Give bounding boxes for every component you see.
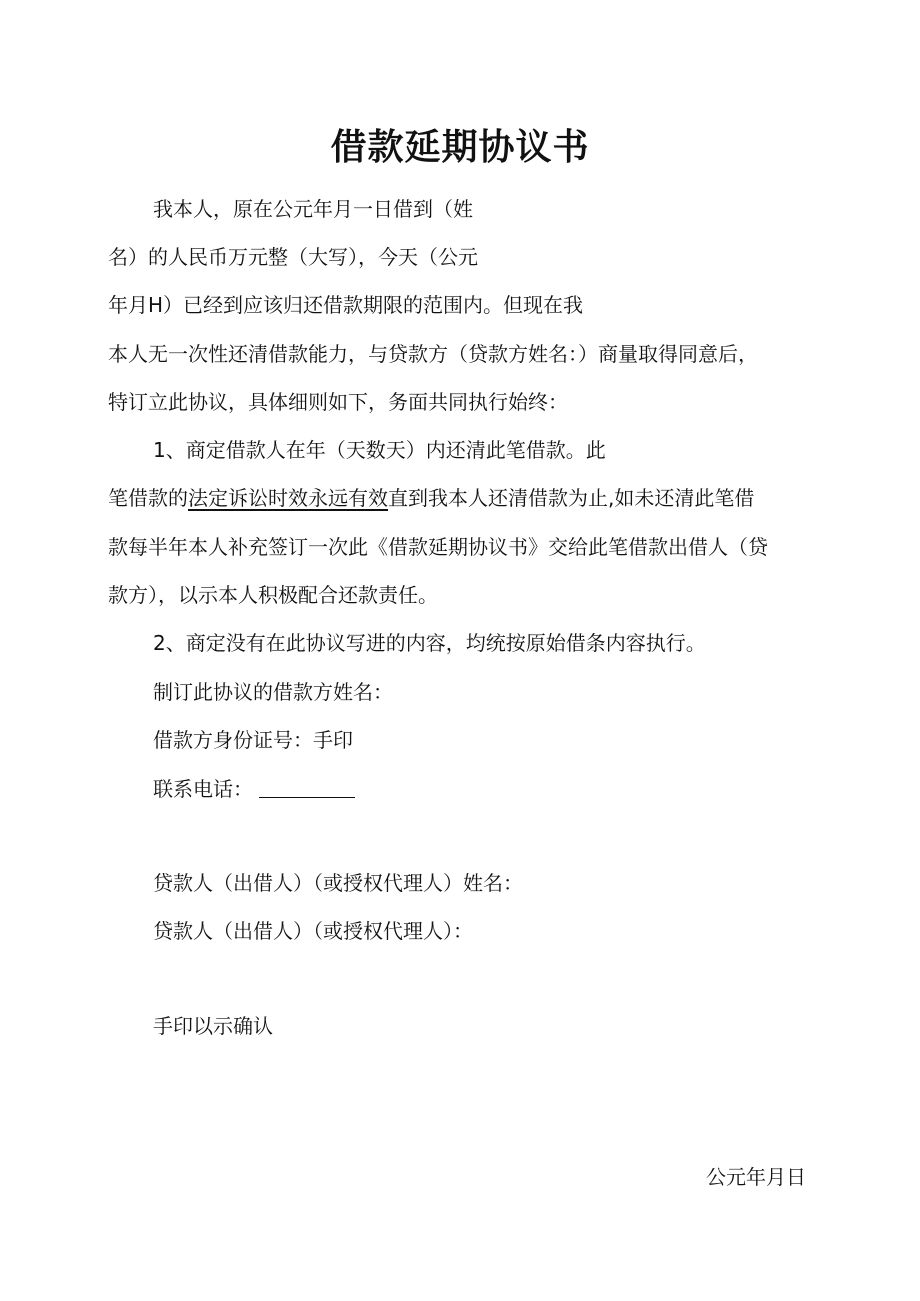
clause2-line: 2、商定没有在此协议写进的内容，均统按原始借条内容执行。 bbox=[153, 631, 706, 655]
borrower-name-label: 制订此协议的借款方姓名： bbox=[153, 680, 393, 704]
phone-blank-line bbox=[259, 777, 355, 798]
borrower-phone-label: 联系电话： bbox=[153, 777, 253, 801]
signature-date: 公元年月日 bbox=[706, 1165, 806, 1189]
paragraph1-line5: 特订立此协议，具体细则如下，务面共同执行始终： bbox=[108, 390, 568, 414]
paragraph1-line4: 本人无一次性还清借款能力，与贷款方（贷款方姓名：）商量取得同意后， bbox=[108, 342, 758, 366]
fingerprint-confirm-label: 手印以示确认 bbox=[153, 1014, 273, 1038]
clause1-line2-suffix: 直到我本人还清借款为止,如未还清此笔借 bbox=[388, 486, 755, 510]
clause1-line4: 款方），以示本人积极配合还款责任。 bbox=[108, 583, 438, 607]
clause1-line2-prefix: 笔借款的 bbox=[108, 486, 188, 510]
paragraph1-line1: 我本人，原在公元年月一日借到（姓 bbox=[153, 197, 473, 221]
lender-name-label: 贷款人（出借人）（或授权代理人）姓名： bbox=[153, 871, 523, 895]
clause1-line2 bbox=[108, 483, 754, 513]
paragraph1-line3: 年月H）已经到应该归还借款期限的范围内。但现在我 bbox=[108, 293, 584, 317]
borrower-id-label: 借款方身份证号：手印 bbox=[153, 728, 353, 752]
paragraph1-line2: 名）的人民币万元整（大写），今天（公元 bbox=[108, 245, 478, 269]
document-title: 借款延期协议书 bbox=[330, 127, 590, 168]
lender-sign-label: 贷款人（出借人）（或授权代理人）： bbox=[153, 919, 473, 943]
borrower-phone-row bbox=[153, 774, 355, 804]
statute-limitation-phrase: 法定诉讼时效永远有效 bbox=[188, 486, 388, 510]
clause1-line3: 款每半年本人补充签订一次此《借款延期协议书》交给此笔借款出借人（贷 bbox=[108, 535, 768, 559]
clause1-line1: 1、商定借款人在年（天数天）内还清此笔借款。此 bbox=[153, 438, 606, 462]
